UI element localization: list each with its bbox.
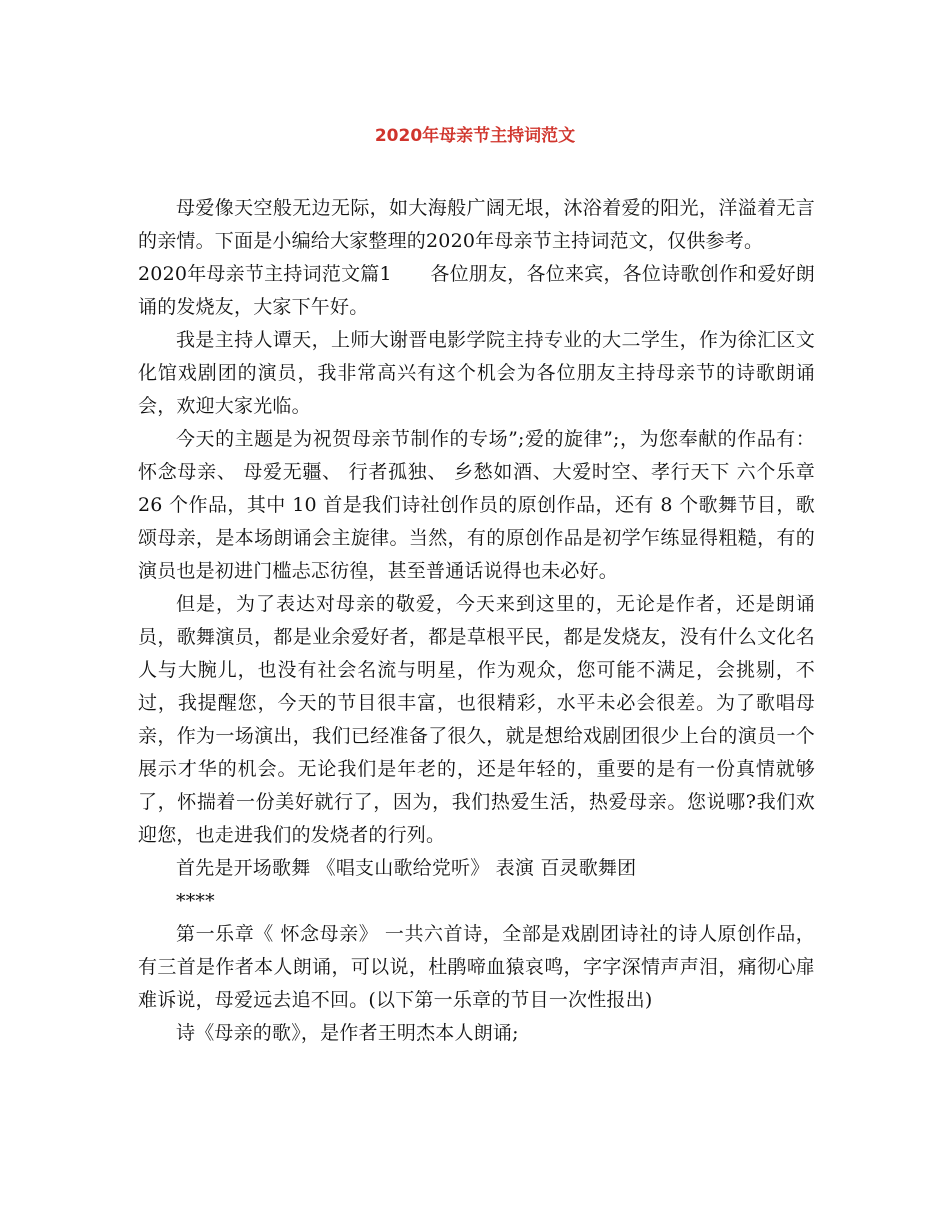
paragraph-section-1-heading: 2020年母亲节主持词范文篇1 各位朋友，各位来宾，各位诗歌创作和爱好朗诵的发烧友，大家下午好。 <box>138 263 815 318</box>
document-title: 2020年母亲节主持词范文 <box>374 126 576 146</box>
paragraph-first-movement: 第一乐章《 怀念母亲》 一共六首诗，全部是戏剧团诗社的诗人原创作品，有三首是作者本人朗诵，可以说，杜鹃啼血猿哀鸣，字字深情声声泪，痛彻心扉难诉说，母爱远去追不回。(以下第一乐章的节目一次性报出) <box>138 923 815 1011</box>
paragraph-host-intro: 我是主持人谭天，上师大谢晋电影学院主持专业的大二学生，作为徐汇区文化馆戏剧团的演员，我非常高兴有这个机会为各位朋友主持母亲节的诗歌朗诵会，欢迎大家光临。 <box>138 329 815 417</box>
paragraph-separator: **** <box>176 890 215 912</box>
document-body <box>138 192 815 1050</box>
paragraph-poem-mother-song: 诗《母亲的歌》，是作者王明杰本人朗诵; <box>176 1022 519 1044</box>
paragraph-however: 但是，为了表达对母亲的敬爱，今天来到这里的，无论是作者，还是朗诵员，歌舞演员，都是业余爱好者，都是草根平民，都是发烧友，没有什么文化名人与大腕儿，也没有社会名流与明星，作为观众，您可能不满足，会挑剔，不过，我提醒您，今天的节目很丰富，也很精彩，水平未必会很差。为了歌唱母亲，作为一场演出，我们已经准备了很久，就是想给戏剧团很少上台的演员一个展示才华的机会。无论我们是年老的，还是年轻的，重要的是有一份真情就够了，怀揣着一份美好就行了，因为，我们热爱生活，热爱母亲。您说哪?我们欢迎您，也走进我们的发烧者的行列。 <box>138 593 815 846</box>
paragraph-opening-dance: 首先是开场歌舞 《唱支山歌给党听》 表演 百灵歌舞团 <box>176 857 637 879</box>
paragraph-theme: 今天的主题是为祝贺母亲节制作的专场”;爱的旋律”;，为您奉献的作品有：怀念母亲、 母爱无疆、 行者孤独、 乡愁如酒、大爱时空、孝行天下 六个乐章 26 个作品，其中 10 首是我们诗社创作员的原创作品，还有 8 个歌舞节目，歌颂母亲，是本场朗诵会主旋律。当然，有的原创作品是初学乍练显得粗糙，有的演员也是初进门槛忐忑彷徨，甚至普通话说得也未必好。 <box>138 428 815 582</box>
paragraph-intro: 母爱像天空般无边无际，如大海般广阔无垠，沐浴着爱的阳光，洋溢着无言的亲情。下面是小编给大家整理的2020年母亲节主持词范文，仅供参考。 <box>138 197 815 252</box>
